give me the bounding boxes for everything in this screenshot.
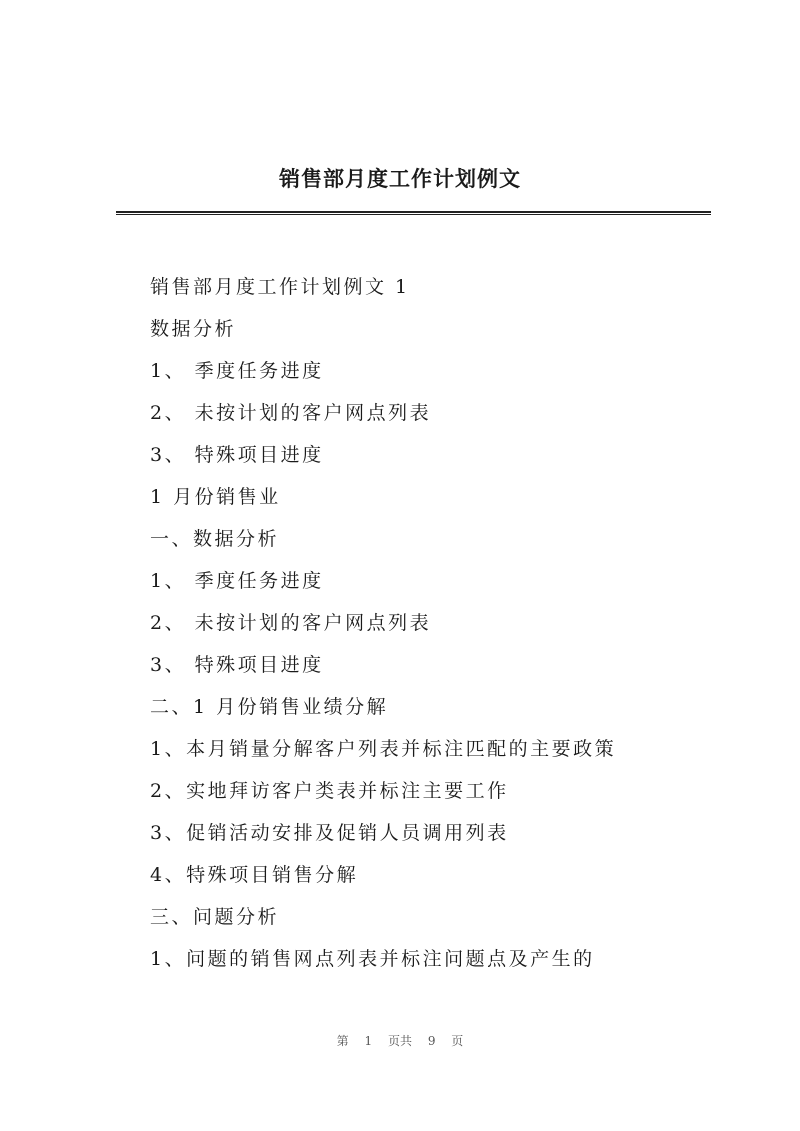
body-line: 1 月份销售业	[150, 486, 281, 508]
body-line: 3、 特殊项目进度	[150, 654, 324, 676]
body-line: 二、1 月份销售业绩分解	[150, 696, 389, 718]
body-line: 2、实地拜访客户类表并标注主要工作	[150, 780, 509, 802]
footer-current-page: 1	[364, 1034, 373, 1048]
footer-prefix: 第	[336, 1034, 349, 1048]
footer-middle: 页共	[387, 1034, 412, 1048]
body-line: 1、 季度任务进度	[150, 570, 324, 592]
body-line: 三、问题分析	[150, 906, 280, 928]
footer-suffix: 页	[451, 1034, 464, 1048]
title-divider	[116, 211, 711, 215]
body-line: 一、数据分析	[150, 528, 280, 550]
body-line: 3、促销活动安排及促销人员调用列表	[150, 822, 509, 844]
body-line: 3、 特殊项目进度	[150, 444, 324, 466]
document-title: 销售部月度工作计划例文	[279, 167, 521, 191]
body-line: 数据分析	[150, 318, 237, 340]
document-body	[150, 270, 710, 984]
body-line: 1、 季度任务进度	[150, 360, 324, 382]
body-line: 销售部月度工作计划例文 1	[150, 276, 410, 298]
body-line: 2、 未按计划的客户网点列表	[150, 402, 432, 424]
body-line: 4、特殊项目销售分解	[150, 864, 359, 886]
body-line: 1、本月销量分解客户列表并标注匹配的主要政策	[150, 738, 617, 760]
body-line: 1、问题的销售网点列表并标注问题点及产生的	[150, 948, 595, 970]
footer-total-pages: 9	[427, 1034, 436, 1048]
page-footer	[0, 1032, 800, 1049]
body-line: 2、 未按计划的客户网点列表	[150, 612, 432, 634]
